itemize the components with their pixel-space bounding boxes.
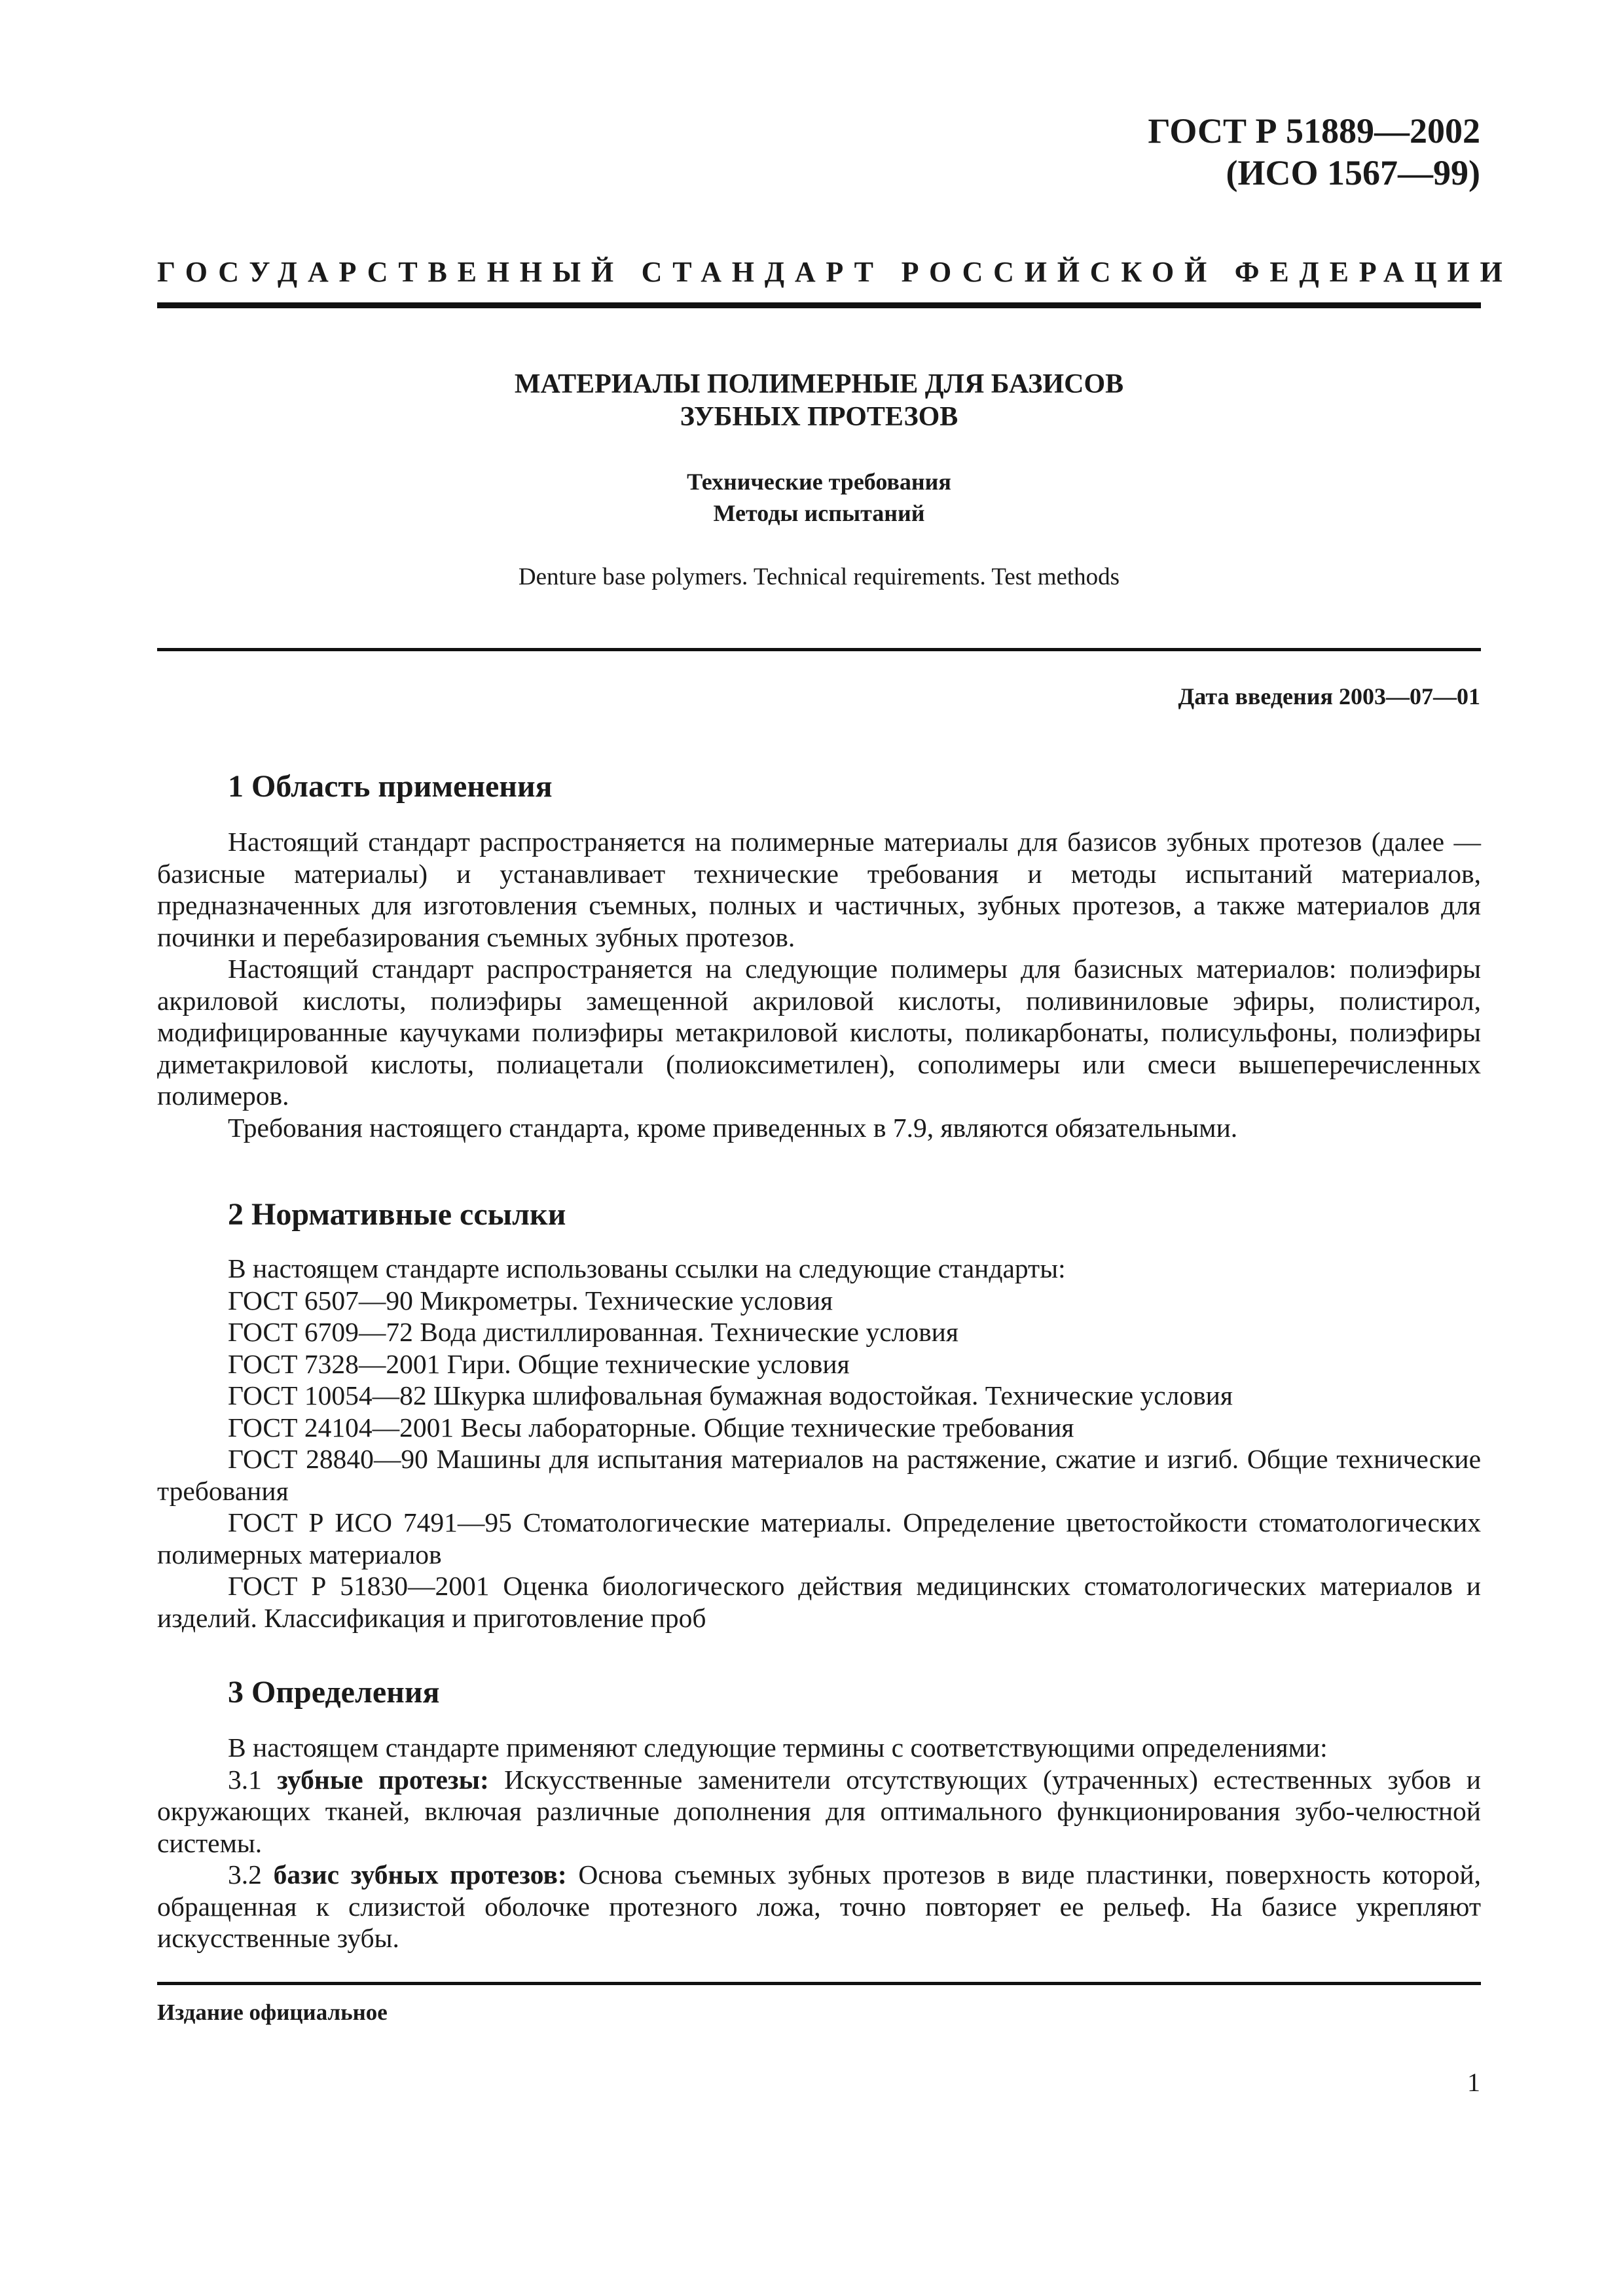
section-3-heading: 3 Определения	[228, 1675, 440, 1710]
definition-text: Основа съемных зубных протезов в виде пластинки, поверхность которой, обращенная к слизистой оболочке протезного ложа, точно повторяет ее рельеф. На базисе укрепляют искусственные зубы.	[157, 1859, 1482, 1953]
title-line-1: МАТЕРИАЛЫ ПОЛИМЕРНЫЕ ДЛЯ БАЗИСОВ	[514, 369, 1124, 399]
state-standard-banner: ГОСУДАРСТВЕННЫЙ СТАНДАРТ РОССИЙСКОЙ ФЕДЕРАЦИИ	[157, 256, 1513, 288]
document-title	[157, 368, 1481, 433]
section-2-heading: 2 Нормативные ссылки	[228, 1197, 566, 1232]
definition-term: базис зубных протезов:	[273, 1859, 567, 1890]
section-1-paragraph-3: Требования настоящего стандарта, кроме приведенных в 7.9, являются обязательными.	[228, 1112, 1238, 1143]
definition-3-1	[157, 1764, 1481, 1859]
page-number: 1	[1467, 2068, 1480, 2097]
subtitle-line-1: Технические требования	[687, 469, 951, 495]
title-divider	[157, 648, 1481, 651]
definition-text: Искусственные заменители отсутствующих (утраченных) естественных зубов и окружающих тканей, включая различные дополнения для оптимального функционирования зубо-челюстной системы.	[157, 1764, 1481, 1858]
section-2-intro: В настоящем стандарте использованы ссылки на следующие стандарты:	[228, 1253, 1066, 1283]
definition-number: 3.1	[228, 1764, 262, 1795]
section-1-paragraph-2: Настоящий стандарт распространяется на следующие полимеры для базисных материалов: полиэфиры акриловой кислоты, полиэфиры замещенной акриловой кислоты, поливиниловые эфиры, полистирол, модифицированные каучуками полиэфиры метакриловой кислоты, поликарбонаты, полисульфоны, полиэфиры диметакриловой кислоты, полиацетали (полиоксиметилен), сополимеры или смеси вышеперечисленных полимеров.	[157, 954, 1481, 1111]
title-line-2: ЗУБНЫХ ПРОТЕЗОВ	[680, 402, 958, 432]
reference-item: ГОСТ Р 51830—2001 Оценка биологического действия медицинских стоматологических материалов и изделий. Классификация и приготовление проб	[157, 1571, 1481, 1633]
section-2-body	[157, 1253, 1481, 1634]
english-title: Denture base polymers. Technical requirements. Test methods	[518, 564, 1120, 590]
section-3-body	[157, 1732, 1481, 1954]
section-1-body	[157, 826, 1481, 1143]
reference-item: ГОСТ 6709—72 Вода дистиллированная. Технические условия	[228, 1317, 958, 1347]
section-1-heading: 1 Область применения	[228, 769, 553, 804]
section-1-paragraph-1: Настоящий стандарт распространяется на полимерные материалы для базисов зубных протезов (далее — базисные материалы) и устанавливает технические требования и методы испытаний материалов, предназначенных для изготовления съемных, полных и частичных, зубных протезов, а также материалов для починки и перебазирования съемных зубных протезов.	[157, 827, 1481, 952]
header-divider	[157, 302, 1481, 308]
iso-code: (ИСО 1567—99)	[1226, 153, 1480, 192]
footer-divider	[157, 1982, 1481, 1985]
reference-item: ГОСТ 10054—82 Шкурка шлифовальная бумажная водостойкая. Технические условия	[228, 1380, 1233, 1410]
definition-term: зубные протезы:	[277, 1764, 489, 1795]
introduction-date: Дата введения 2003—07—01	[1178, 683, 1480, 709]
reference-item: ГОСТ 24104—2001 Весы лабораторные. Общие технические требования	[228, 1412, 1074, 1443]
definition-number: 3.2	[228, 1859, 262, 1890]
reference-item: ГОСТ 6507—90 Микрометры. Технические условия	[228, 1285, 833, 1316]
reference-item: ГОСТ 28840—90 Машины для испытания материалов на растяжение, сжатие и изгиб. Общие технические требования	[157, 1444, 1481, 1506]
section-3-intro: В настоящем стандарте применяют следующие термины с соответствующими определениями:	[228, 1732, 1328, 1763]
definition-3-2	[157, 1859, 1481, 1954]
gost-code: ГОСТ Р 51889—2002	[1148, 111, 1480, 151]
document-subtitle	[157, 466, 1481, 529]
reference-item: ГОСТ 7328—2001 Гири. Общие технические условия	[228, 1348, 850, 1379]
subtitle-line-2: Методы испытаний	[713, 500, 925, 526]
reference-item: ГОСТ Р ИСО 7491—95 Стоматологические материалы. Определение цветостойкости стоматологических полимерных материалов	[157, 1507, 1481, 1570]
document-code	[1148, 110, 1480, 194]
official-edition-label: Издание официальное	[157, 2000, 388, 2025]
